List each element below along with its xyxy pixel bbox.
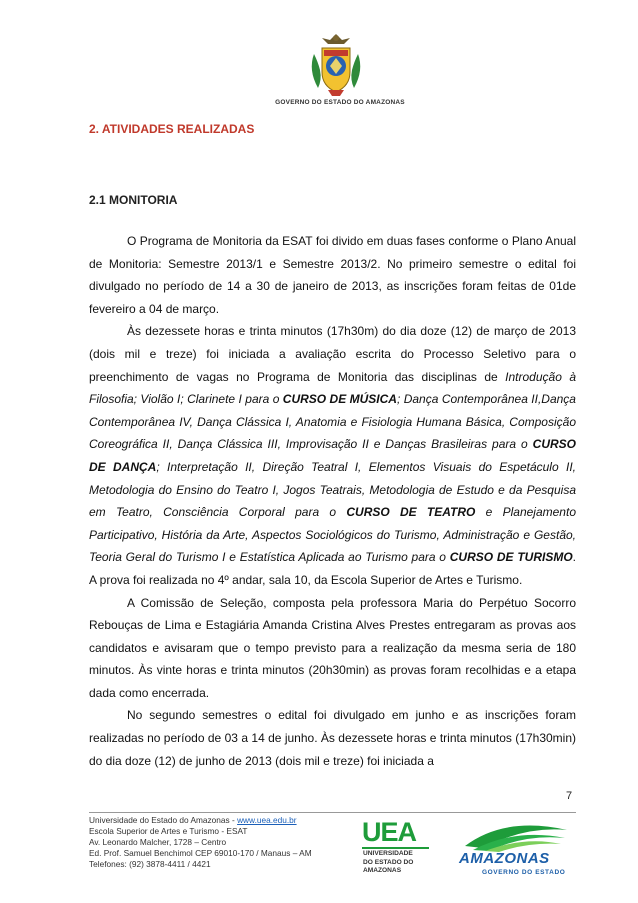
amazonas-swoosh-icon: [455, 820, 575, 852]
footer-divider: [89, 812, 576, 813]
paragraph-2: Às dezessete horas e trinta minutos (17h30m) do dia doze (12) de março de 2013 (dois mil e treze) foi iniciada a avaliação escrita do Processo Seletivo para o preenchimento de vagas no Programa de Monitoria das disciplinas de Introdução à Filosofia; Violão I; Clarinete I para o CURSO DE MÚSICA; Dança Contemporânea II,Dança Contemporânea IV, Dança Clássica I, Anatomia e Fisiologia Humana Básica, Composição Coreográfica II, Dança Clássica III, Improvisação II e Danças Brasileiras para o CURSO DE DANÇA; Interpretação II, Direção Teatral I, Elementos Visuais do Espetáculo II, Metodologia do Ensino do Teatro I, Jogos Teatrais, Metodologia de Estudo e da Pesquisa em Teatro, Consciência Corporal para o CURSO DE TEATRO e Planejamento Participativo, História da Arte, Aspectos Sociológicos do Turismo, Administração e Gestão, Teoria Geral do Turismo I e Estatística Aplicada ao Turismo para o CURSO DE TURISMO. A prova foi realizada no 4º andar, sala 10, da Escola Superior de Artes e Turismo.: [89, 324, 576, 587]
amazonas-government-logo: [455, 820, 575, 892]
paragraph-1: O Programa de Monitoria da ESAT foi divido em duas fases conforme o Plano Anual de Monitoria: Semestre 2013/1 e Semestre 2013/2. No primeiro semestre o edital foi divulgado no período de 14 a 30 de janeiro de 2013, as inscrições foram feitas de 01de fevereiro a 04 de março.: [89, 234, 576, 316]
amazonas-wordmark: AMAZONAS: [459, 850, 550, 867]
uea-acronym: UEA: [362, 817, 417, 847]
paragraph-4: No segundo semestres o edital foi divulgado em junho e as inscrições foram realizadas no período de 03 a 14 de junho. Às dezessete horas e trinta minutos (17h30min) do dia doze (12) de junho de 2013 (dois mil e treze) foi iniciada a: [89, 708, 576, 768]
uea-logo-subtitle: UNIVERSIDADE DO ESTADO DO AMAZONAS: [363, 850, 414, 874]
amazonas-coat-of-arms-icon: [300, 30, 372, 100]
uea-logo-bar: [362, 847, 429, 849]
government-title: GOVERNO DO ESTADO DO AMAZONAS: [275, 99, 405, 106]
footer-address: [89, 815, 312, 870]
university-website-link[interactable]: www.uea.edu.br: [237, 815, 297, 825]
amazonas-subtitle: GOVERNO DO ESTADO: [482, 869, 566, 876]
footer-line-4: Ed. Prof. Samuel Benchimol CEP 69010-170 / Manaus – AM: [89, 848, 312, 858]
section-title: 2. ATIVIDADES REALIZADAS: [89, 122, 255, 136]
footer-line-5: Telefones: (92) 3878-4411 / 4421: [89, 859, 211, 869]
uea-logo: [362, 818, 432, 894]
page-number: 7: [566, 790, 573, 802]
footer-line-3: Av. Leonardo Malcher, 1728 – Centro: [89, 837, 227, 847]
body-text: [89, 230, 576, 772]
footer-line-2: Escola Superior de Artes e Turismo - ESAT: [89, 826, 248, 836]
subsection-title: 2.1 MONITORIA: [89, 193, 178, 207]
footer-line-1: Universidade do Estado do Amazonas - www.uea.edu.br: [89, 815, 297, 825]
paragraph-3: A Comissão de Seleção, composta pela professora Maria do Perpétuo Socorro Rebouças de Lima e Estagiária Amanda Cristina Alves Prestes entregaram as provas aos candidatos e avisaram que o tempo previsto para a realização da mesma seria de 180 minutos. Às vinte horas e trinta minutos (20h30min) as provas foram recolhidas e a etapa dada como encerrada.: [89, 595, 576, 700]
